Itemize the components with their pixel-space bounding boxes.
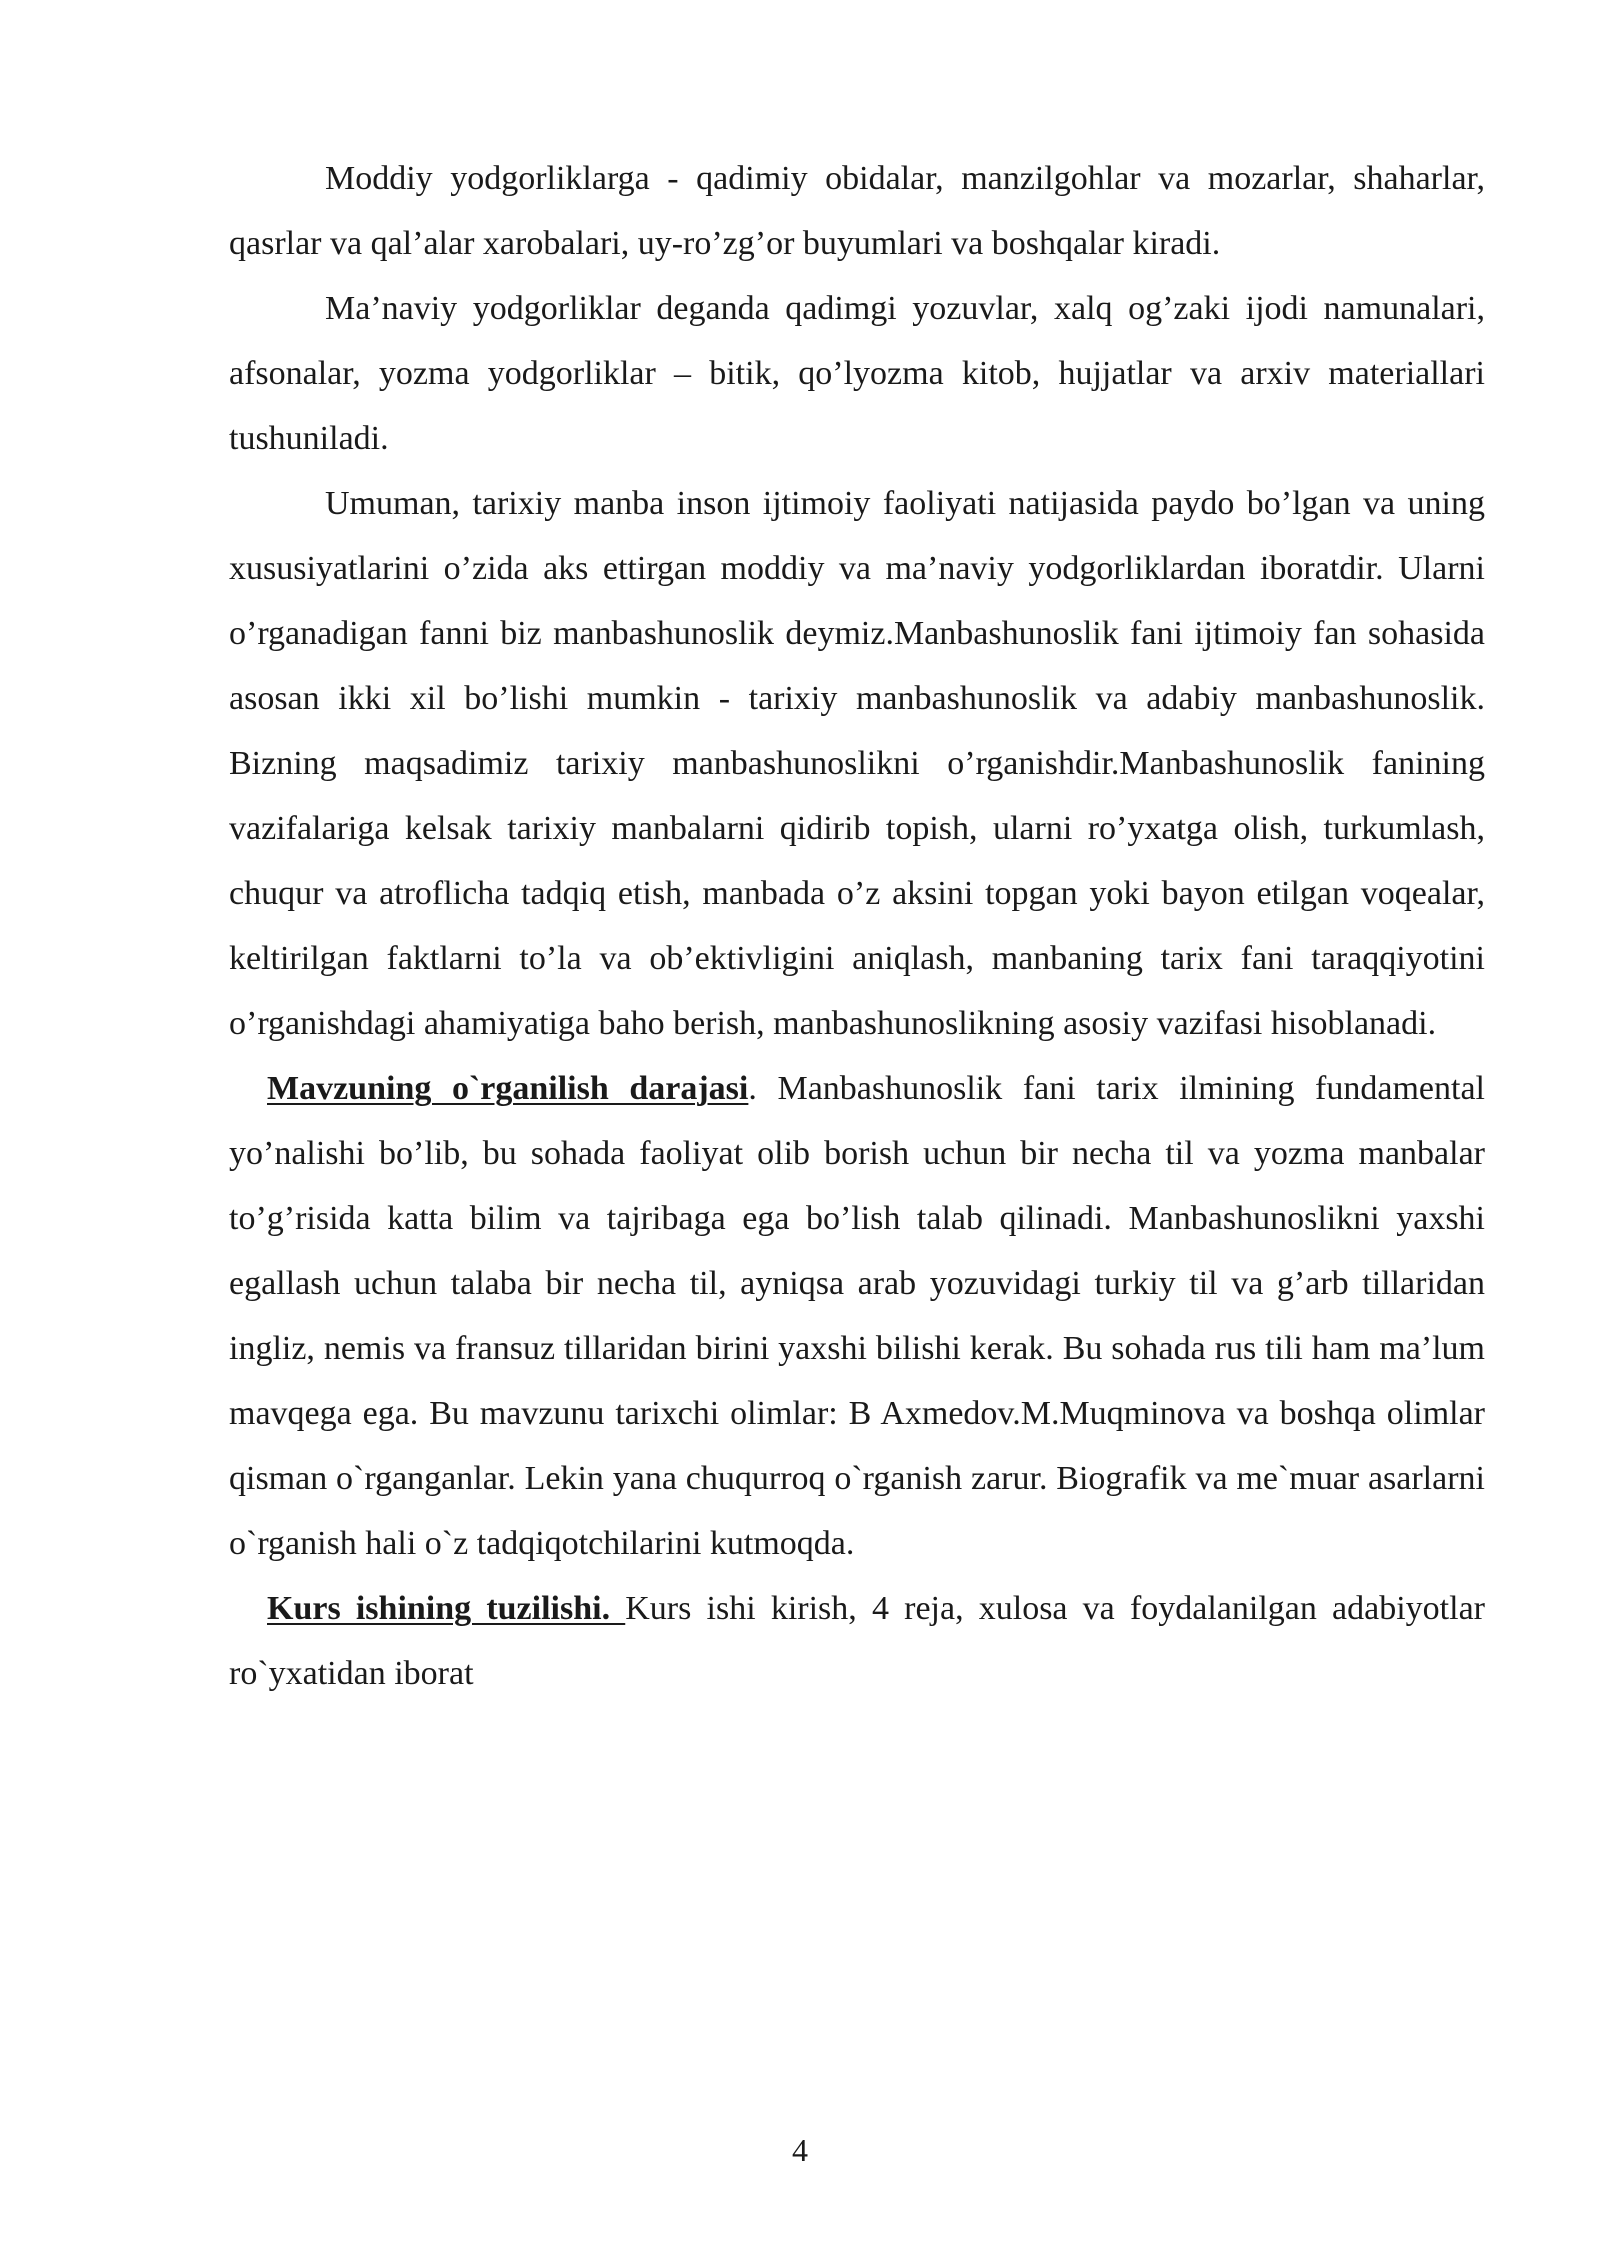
heading-punctuation: . xyxy=(748,1070,757,1107)
page-number: 4 xyxy=(792,2132,808,2168)
paragraph-historical-source: Umuman, tarixiy manba inson ijtimoiy faoliyati natijasida paydo bo’lgan va uning xususiyatlarini o’zida aks ettirgan moddiy va ma’naviy yodgorliklardan iboratdir. Ularni o’rganadigan fanni biz manbashunoslik deymiz.Manbashunoslik fani ijtimoiy fan sohasida asosan ikki xil bo’lishi mumkin - tarixiy manbashunoslik va adabiy manbashunoslik. Bizning maqsadimiz tarixiy manbashunoslikni o’rganishdir.Manbashunoslik fanining vazifalariga kelsak tarixiy manbalarni qidirib topish, ularni ro’yxatga olish, turkumlash, chuqur va atroflicha tadqiq etish, manbada o’z aksini topgan yoki bayon etilgan voqealar, keltirilgan faktlarni to’la va ob’ektivligini aniqlash, manbaning tarix fani taraqqiyotini o’rganishdagi ahamiyatiga baho berish, manbashunoslikning asosiy vazifasi hisoblanadi. xyxy=(229,485,1485,1042)
topic-study-level-text: Manbashunoslik fani tarix ilmining fundamental yo’nalishi bo’lib, bu sohada faoliyat olib borish uchun bir necha til va yozma manbalar to’g’risida katta bilim va tajribaga ega bo’lish talab qilinadi. Manbashunoslikni yaxshi egallash uchun talaba bir necha til, ayniqsa arab yozuvidagi turkiy til va g’arb tillaridan ingliz, nemis va fransuz tillaridan birini yaxshi bilishi kerak. Bu sohada rus tili ham ma’lum mavqega ega. Bu mavzunu tarixchi olimlar: B Axmedov.M.Muqminova va boshqa olimlar qisman o`rganganlar. Lekin yana chuqurroq o`rganish zarur. Biografik va me`muar asarlarni o`rganish hali o`z tadqiqotchilarini kutmoqda. xyxy=(229,1070,1485,1562)
paragraph-spiritual-monuments: Ma’naviy yodgorliklar deganda qadimgi yozuvlar, xalq og’zaki ijodi namunalari, afsonalar, yozma yodgorliklar – bitik, qo’lyozma kitob, hujjatlar va arxiv materiallari tushuniladi. xyxy=(229,290,1485,457)
heading-topic-study-level: Mavzuning o`rganilish darajasi xyxy=(267,1070,749,1107)
document-page xyxy=(229,146,1485,1706)
paragraph-topic-study-level xyxy=(229,1056,1485,1576)
paragraph-material-monuments: Moddiy yodgorliklarga - qadimiy obidalar, manzilgohlar va mozarlar, shaharlar, qasrlar va qal’alar xarobalari, uy-ro’zg’or buyumlari va boshqalar kiradi. xyxy=(229,160,1485,262)
paragraph-course-structure xyxy=(229,1576,1485,1706)
course-structure-text: Kurs ishi kirish, 4 reja, xulosa va foydalanilgan adabiyotlar ro`yxatidan iborat xyxy=(229,1590,1485,1692)
heading-course-structure: Kurs ishining tuzilishi. xyxy=(267,1590,626,1627)
